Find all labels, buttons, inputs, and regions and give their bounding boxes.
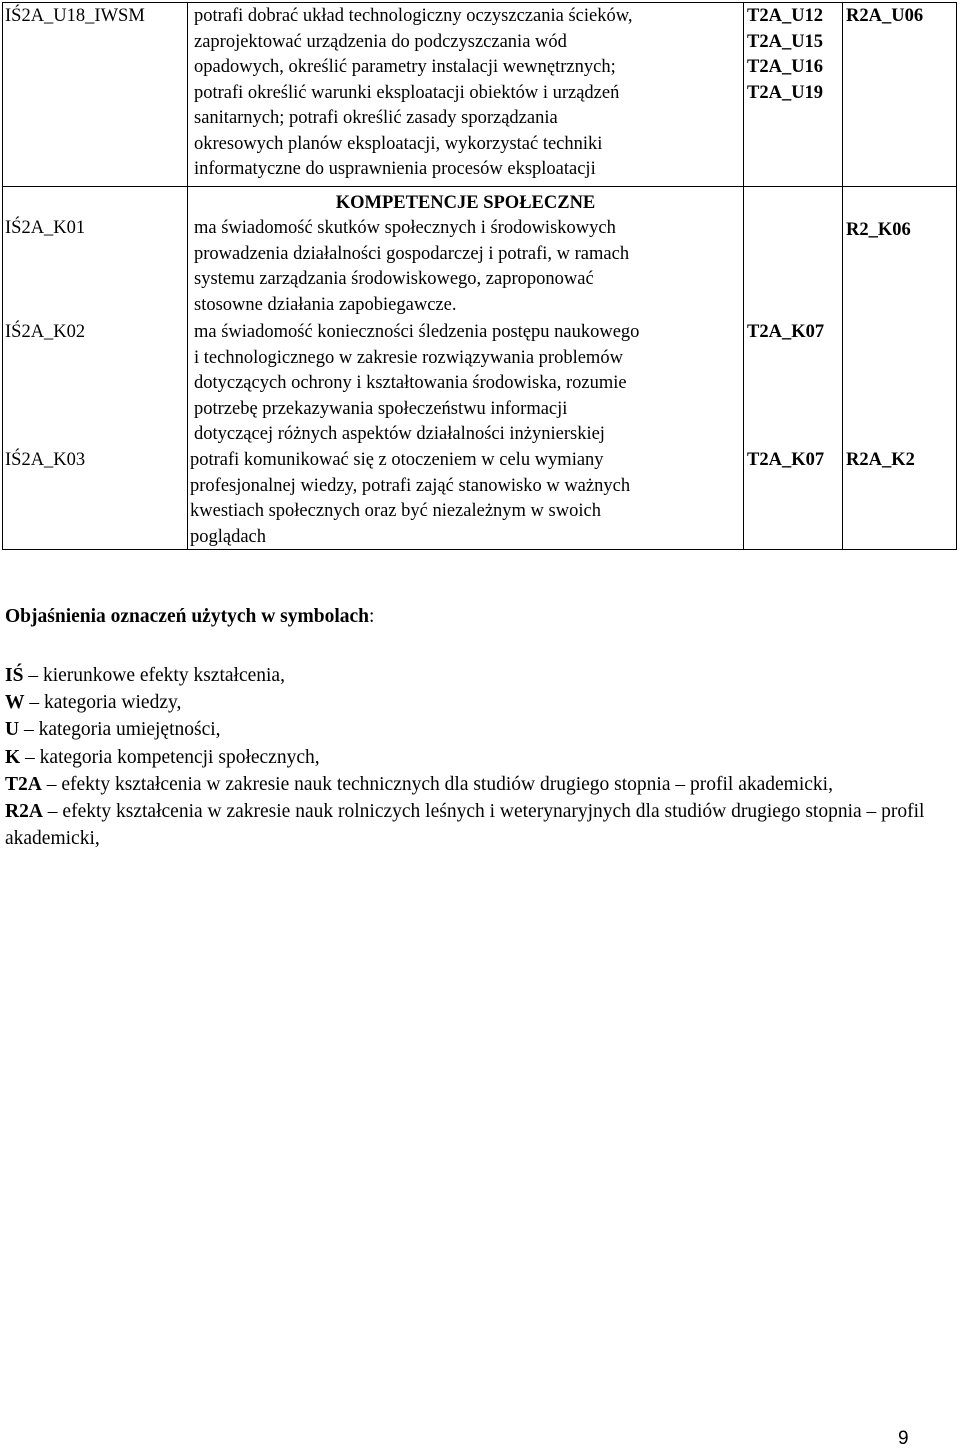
description-line: opadowych, określić parametry instalacji wewnętrznych;: [194, 57, 616, 77]
outcome-description: [194, 4, 737, 183]
legend-item: [5, 662, 925, 689]
table-border-top: [2, 2, 957, 3]
r2a-reference: R2_K06: [846, 220, 911, 240]
legend-key: K: [5, 746, 21, 768]
legend-item: [5, 771, 925, 798]
outcome-description: [194, 320, 737, 448]
description-line: poglądach: [190, 526, 267, 547]
description-line: sanitarnych; potrafi określić zasady sporządzania: [194, 108, 558, 128]
legend-key: T2A: [5, 773, 42, 795]
legend-item: [5, 716, 925, 743]
description-line: systemu zarządzania środowiskowego, zaproponować: [194, 269, 594, 289]
description-line: potrafi komunikować się z otoczeniem w celu wymiany: [190, 450, 604, 470]
description-line: i technologicznego w zakresie rozwiązywania problemów: [194, 347, 623, 368]
t2a-code: T2A_U16: [747, 57, 824, 77]
description-line: ma świadomość skutków społecznych i środowiskowych: [194, 218, 616, 238]
legend-text: – kategoria kompetencji społecznych,: [20, 746, 320, 768]
description-line: dotyczącej różnych aspektów działalności inżynierskiej: [194, 424, 605, 444]
legend-key: W: [5, 692, 25, 714]
description-line: okresowych planów eksploatacji, wykorzystać techniki: [194, 133, 603, 154]
outcome-description: [194, 216, 737, 318]
legend-title: [5, 606, 374, 628]
description-line: profesjonalnej wiedzy, potrafi zająć stanowisko w ważnych: [190, 475, 631, 496]
description-line: potrafi dobrać układ technologiczny oczyszczania ścieków,: [194, 6, 633, 26]
legend-item: [5, 798, 925, 852]
row-divider: [2, 186, 957, 187]
t2a-reference: T2A_K07: [747, 450, 825, 470]
t2a-reference: T2A_K07: [747, 322, 825, 342]
t2a-code: T2A_U19: [747, 82, 824, 103]
table-border-left: [2, 2, 3, 550]
description-line: dotyczących ochrony i kształtowania środowiska, rozumie: [194, 373, 627, 393]
legend-text: – efekty kształcenia w zakresie nauk technicznych dla studiów drugiego stopnia – profil akademicki,: [41, 773, 833, 795]
description-line: kwestiach społecznych oraz być niezależnym w swoich: [190, 501, 601, 521]
outcome-code: IŚ2A_K03: [5, 450, 86, 470]
r2a-reference: R2A_K2: [846, 450, 915, 470]
legend-key: U: [5, 719, 20, 741]
t2a-reference: [747, 4, 841, 106]
section-header: KOMPETENCJE SPOŁECZNE: [335, 193, 596, 213]
legend-text: – kategoria umiejętności,: [19, 719, 221, 741]
description-line: ma świadomość konieczności śledzenia postępu naukowego: [194, 322, 640, 342]
column-divider: [842, 2, 843, 550]
description-line: prowadzenia działalności gospodarczej i potrafi, w ramach: [194, 243, 630, 264]
legend-text: – kategoria wiedzy,: [24, 692, 182, 714]
legend-key: IŚ: [5, 665, 24, 686]
legend-key: R2A: [5, 801, 43, 823]
outcome-description: [190, 448, 741, 550]
legend-item: [5, 689, 925, 716]
page-number: 9: [898, 1428, 909, 1449]
legend-text: – kierunkowe efekty kształcenia,: [23, 665, 285, 686]
description-line: informatyczne do usprawnienia procesów eksploatacji: [194, 159, 596, 179]
outcome-code: IŚ2A_K02: [5, 322, 86, 342]
legend-text: – efekty kształcenia w zakresie nauk rolniczych leśnych i weterynaryjnych dla studiów drugiego stopnia – profil akademicki,: [5, 801, 925, 850]
outcome-code: IŚ2A_K01: [5, 218, 86, 238]
legend-title-suffix: :: [369, 606, 375, 627]
description-line: potrzebę przekazywania społeczeństwu informacji: [194, 398, 568, 419]
column-divider: [743, 2, 744, 550]
table-border-right: [956, 2, 957, 550]
t2a-code: T2A_U15: [747, 31, 824, 52]
legend: [5, 662, 925, 852]
legend-title-text: Objaśnienia oznaczeń użytych w symbolach: [5, 606, 370, 627]
r2a-reference: R2A_U06: [846, 6, 924, 26]
t2a-code: T2A_U12: [747, 6, 824, 26]
description-line: stosowne działania zapobiegawcze.: [194, 294, 457, 315]
column-divider: [187, 2, 188, 550]
learning-outcomes-table: [2, 2, 957, 550]
outcome-code: IŚ2A_U18_IWSM: [5, 6, 145, 26]
legend-item: [5, 744, 925, 771]
description-line: zaprojektować urządzenia do podczyszczania wód: [194, 31, 567, 52]
description-line: potrafi określić warunki eksploatacji obiektów i urządzeń: [194, 82, 620, 103]
